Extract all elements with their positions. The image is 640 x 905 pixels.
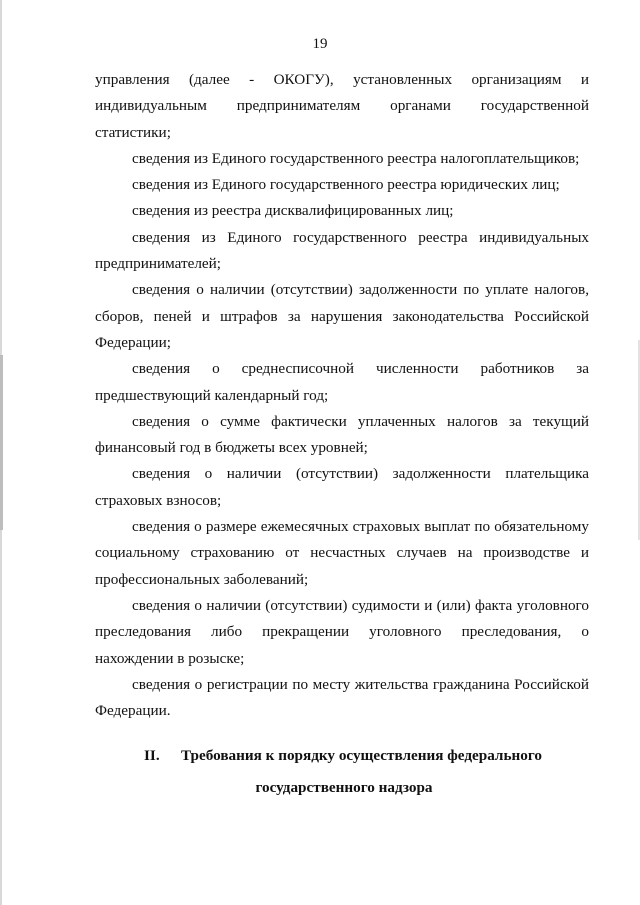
scan-edge-mark xyxy=(0,355,3,530)
page-number: 19 xyxy=(312,36,328,52)
paragraph-disqualified-registry: сведения из реестра дисквалифицированных лиц; xyxy=(132,202,454,220)
section-title-part-2: государственного надзора xyxy=(255,779,433,796)
paragraph-taxes-paid: сведения о сумме фактически уплаченных налогов за текущий финансовый год в бюджеты всех уровней; xyxy=(95,412,589,457)
paragraph-legal-entities-registry: сведения из Единого государственного реестра юридических лиц; xyxy=(132,176,560,194)
document-body xyxy=(95,67,589,724)
paragraph-tax-debt: сведения о наличии (отсутствии) задолженности по уплате налогов, сборов, пеней и штрафов за нарушения законодательства Российской Федерации; xyxy=(95,281,589,351)
section-number: II. xyxy=(144,747,160,764)
paragraph-taxpayer-registry: сведения из Единого государственного реестра налогоплательщиков; xyxy=(132,149,580,167)
section-title-part-1: Требования к порядку осуществления федерального xyxy=(181,747,542,764)
paragraph-insurance-debt: сведения о наличии (отсутствии) задолженности плательщика страховых взносов; xyxy=(95,465,589,509)
section-heading xyxy=(95,742,589,801)
paragraph-entrepreneurs-registry: сведения из Единого государственного реестра индивидуальных предпринимателей; xyxy=(95,228,589,273)
paragraph-okogu-continuation: управления (далее - ОКОГУ), установленных организациям и индивидуальным предпринимателям органами государственной статистики; xyxy=(95,71,589,141)
section-heading-line-1 xyxy=(95,742,589,769)
paragraph-criminal-record: сведения о наличии (отсутствии) судимости и (или) факта уголовного преследования либо прекращении уголовного преследования, о нахождении в розыске; xyxy=(95,596,589,667)
paragraph-insurance-payments: сведения о размере ежемесячных страховых выплат по обязательному социальному страхованию от несчастных случаев на производстве и профессиональных заболеваний; xyxy=(95,518,589,588)
paragraph-headcount: сведения о среднесписочной численности работников за предшествующий календарный год; xyxy=(95,360,589,404)
paragraph-residence-registration: сведения о регистрации по месту жительства гражданина Российской Федерации. xyxy=(95,675,589,720)
